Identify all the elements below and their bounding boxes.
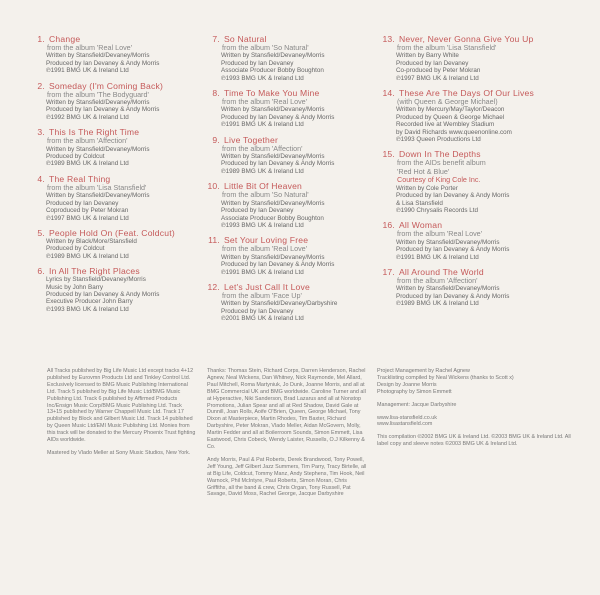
track-title: So Natural bbox=[224, 34, 267, 44]
track-credit-line: Lyrics by Stansfield/Devaney/Morris bbox=[46, 276, 146, 284]
track-album-source: from the album 'So Natural' bbox=[222, 190, 309, 200]
track-credit-line: Produced by Coldcut bbox=[46, 245, 105, 253]
track-number: 6. bbox=[37, 266, 45, 277]
track-credit-line: ℗1991 BMG UK & Ireland Ltd bbox=[221, 121, 304, 129]
track-credit-line: Produced by Ian Devaney & Andy Morris bbox=[221, 160, 335, 168]
track-item bbox=[380, 149, 580, 214]
track-credit-line: ℗1989 BMG UK & Ireland Ltd bbox=[396, 300, 479, 308]
publishing-notes bbox=[47, 368, 197, 463]
track-credit-line: Produced by Ian Devaney & Andy Morris bbox=[396, 246, 510, 254]
track-credit-line: Produced by Ian Devaney & Andy Morris bbox=[46, 59, 160, 67]
track-credit-line: Produced by Coldcut bbox=[46, 153, 105, 161]
thanks-text-1: Thanks: Thomas Stein, Richard Corps, Darren Henderson, Rachel Agnew, Neal Wickens, Dan Whitney, Nick Raymonde, Mel Allard, Paul Mitchell, Roma Martyniuk, Jo Dunk, Joanne Morris, and all at BMG Commercial UK and BMG worldwide. Caroline Turner and all at Hyperactive, Niki Sanderson, Brad Lazarus and all at Nonstop Promotions, Julian Spear and all at Red Shadow, David Gale at Dunnill, Joan Rolls, Aoife O'Brien, Queen, George Michael, Tony Dixon at Masterpiece, Martin Rhodes, Tim Baxter, Richard Darbyshire, Peter Mokran, Vlado Meller, Aidan McGovern, Molly, Martin Fedder and all at Boilerroom Sounds, Simon Emmett, Lisa Eastwood, Chris Cobeck, Wendy Laister, Russells, O.J Kilkenny & Co. bbox=[207, 368, 366, 450]
track-credit-line: Associate Producer Bobby Boughton bbox=[221, 214, 324, 222]
track-number: 5. bbox=[37, 227, 45, 238]
track-credit-line: Co-produced by Peter Mokran bbox=[396, 67, 481, 75]
track-credit-line: Written by Stansfield/Devaney/Darbyshire bbox=[221, 300, 338, 308]
track-credit-line: Produced by Ian Devaney bbox=[221, 59, 294, 67]
track-credit-line: Produced by Ian Devaney & Andy Morris bbox=[46, 290, 160, 298]
track-credit-line: & Lisa Stansfield bbox=[396, 199, 443, 207]
track-credit-line: ℗1989 BMG UK & Ireland Ltd bbox=[46, 160, 129, 168]
project-credits: Project Management by Rachel Agnew Tracklisting compiled by Neal Wickens (thanks to Scott x) Design by Joanne Morris Photography by Simon Emmett bbox=[377, 368, 514, 395]
track-title: Never, Never Gonna Give You Up bbox=[399, 34, 534, 44]
tracklist-column-2 bbox=[205, 34, 370, 329]
track-credit-line: Produced by Ian Devaney & Andy Morris bbox=[221, 261, 335, 269]
track-album-source: (with Queen & George Michael) bbox=[397, 97, 498, 107]
track-item bbox=[30, 174, 190, 222]
track-credit-line: Written by Stansfield/Devaney/Morris bbox=[46, 99, 150, 107]
track-credit-line: Executive Producer John Barry bbox=[46, 298, 133, 306]
tracklist-column-3 bbox=[380, 34, 580, 314]
track-number: 3. bbox=[37, 127, 45, 138]
track-number: 14. bbox=[382, 88, 395, 99]
track-credit-line: Coproduced by Peter Mokran bbox=[46, 207, 129, 215]
track-credit-line: Recorded live at Wembley Stadium bbox=[396, 121, 495, 129]
track-heading bbox=[30, 266, 190, 276]
track-album-source: from the album 'Real Love' bbox=[397, 229, 483, 239]
thanks-text-2: Andy Morris, Paul & Pat Roberts, Derek Brandwood, Tony Powell, Jeff Young, Jeff Gilbert Jazz Summers, Tim Parry, Tracy Birtelle, all at Big Life, Coldcut, Tommy Manz, Andy Stephens, Tim Hook, Neil Warnock, Phil McIntyre, Paul Roberts, Simon Moran, Chris Griffiths, all the band & crew, Chris Organ, Tony Russell, Pat Savage, David Moss, Rachel George, Jacque Darbyshire bbox=[207, 456, 367, 498]
track-credit-line: ℗1989 BMG UK & Ireland Ltd bbox=[221, 167, 304, 175]
track-item bbox=[30, 127, 190, 168]
track-credit-line: ℗1993 Queen Productions Ltd bbox=[396, 136, 481, 144]
track-number: 15. bbox=[382, 149, 395, 160]
publishing-text: All Tracks published by Big Life Music Ltd except tracks 4+12 published by Eurovmn Products Ltd and Tinkley Control Ltd. Exclusively licensed to BMG Music Publishing International Ltd. Track 5 published by Big Life Music Ltd/BMG Music Publishing Ltd. Track 6 published by Affirmed Products Inc/Ensign Music Corp/BMG Music Publishing Ltd. Track 13+15 published by Warner Chappell Music Ltd. Track 17 published by Block and Gilbert Music Ltd. Track 14 published by Queen Music Ltd/EMI Music Publishing Ltd. Monies from this track will be donated to the Mercury Phoenix Trust fighting AIDs worldwide. bbox=[47, 368, 196, 444]
track-number: 2. bbox=[37, 80, 45, 91]
track-title: Let's Just Call It Love bbox=[224, 281, 311, 292]
track-title: Set Your Loving Free bbox=[224, 235, 309, 246]
track-item bbox=[205, 135, 370, 176]
track-credit-line: Written by Stansfield/Devaney/Morris bbox=[221, 153, 325, 161]
track-number: 10. bbox=[207, 181, 220, 192]
track-credit-line: Produced by Ian Devaney bbox=[221, 307, 294, 315]
track-credit-line: Music by John Barry bbox=[46, 283, 104, 291]
track-item bbox=[205, 282, 370, 323]
track-credit-line: Produced by Ian Devaney & Andy Morris bbox=[46, 106, 160, 114]
track-title: The Real Thing bbox=[49, 173, 111, 184]
track-credit-line: Written by Barry White bbox=[396, 52, 459, 60]
track-credit-line: Written by Stansfield/Devaney/Morris bbox=[221, 199, 325, 207]
website-links: www.lisa-stansfield.co.uk www.lisastansfield.com bbox=[377, 414, 437, 428]
track-credit-line: ℗1997 BMG UK & Ireland Ltd bbox=[396, 74, 479, 82]
track-album-source: Courtesy of King Cole Inc. bbox=[397, 175, 481, 185]
track-title: Someday (I'm Coming Back) bbox=[49, 80, 164, 91]
track-credit-line: ℗1993 BMG UK & Ireland Ltd bbox=[221, 74, 304, 82]
track-item bbox=[205, 34, 370, 82]
track-number: 9. bbox=[212, 134, 220, 145]
track-credit-line: Produced by Ian Devaney & Andy Morris bbox=[396, 192, 510, 200]
track-credit-line: ℗1993 BMG UK & Ireland Ltd bbox=[221, 221, 304, 229]
track-item bbox=[30, 34, 190, 75]
track-credit-line: Written by Stansfield/Devaney/Morris bbox=[46, 192, 150, 200]
track-number: 16. bbox=[382, 220, 395, 231]
track-album-source: from the album 'So Natural' bbox=[222, 43, 309, 52]
track-credit-line: by David Richards www.queenonline.com bbox=[396, 128, 512, 136]
track-item bbox=[30, 228, 190, 260]
mastering-credit: Mastered by Vlado Meller at Sony Music Studios, New York. bbox=[47, 449, 191, 456]
track-number: 4. bbox=[37, 173, 45, 184]
track-credit-line: ℗1989 BMG UK & Ireland Ltd bbox=[46, 252, 129, 260]
track-credit-line: ℗1991 BMG UK & Ireland Ltd bbox=[46, 67, 129, 75]
management-credit: Management: Jacque Darbyshire bbox=[377, 401, 457, 408]
track-album-source: from the album 'Real Love' bbox=[47, 43, 133, 52]
track-title: Time To Make You Mine bbox=[224, 88, 320, 99]
track-title: People Hold On (Feat. Coldcut) bbox=[49, 227, 175, 238]
track-credit-line: ℗2001 BMG UK & Ireland Ltd bbox=[221, 315, 304, 323]
track-title: This Is The Right Time bbox=[49, 127, 140, 138]
track-item bbox=[380, 220, 580, 261]
track-item bbox=[380, 88, 580, 143]
track-credit-line: ℗1991 BMG UK & Ireland Ltd bbox=[221, 268, 304, 276]
track-credit-line: Written by Cole Porter bbox=[396, 184, 458, 192]
track-credit-line: Written by Stansfield/Devaney/Morris bbox=[221, 106, 325, 114]
track-album-source: from the album 'Affection' bbox=[47, 136, 128, 146]
track-item bbox=[380, 34, 580, 82]
track-title: Live Together bbox=[224, 134, 279, 145]
track-credit-line: ℗1991 BMG UK & Ireland Ltd bbox=[396, 253, 479, 261]
track-title: All Around The World bbox=[399, 266, 484, 277]
track-title: In All The Right Places bbox=[49, 266, 140, 277]
track-album-source: from the AIDs benefit album bbox=[397, 158, 486, 168]
track-title: All Woman bbox=[399, 220, 443, 231]
track-album-source: from the album 'Lisa Stansfield' bbox=[397, 43, 497, 52]
track-credit-line: Produced by Ian Devaney bbox=[221, 207, 294, 215]
track-credit-line: Written by Stansfield/Devaney/Morris bbox=[221, 253, 325, 261]
track-album-source: from the album 'Affection' bbox=[222, 143, 303, 153]
track-number: 17. bbox=[382, 266, 395, 277]
track-credit-line: Written by Stansfield/Devaney/Morris bbox=[396, 285, 500, 293]
track-credit-line: Produced by Queen & George Michael bbox=[396, 113, 505, 121]
track-credit-line: Written by Stansfield/Devaney/Morris bbox=[46, 52, 150, 60]
track-album-source: from the album 'Real Love' bbox=[222, 97, 308, 107]
track-credit-line: ℗1993 BMG UK & Ireland Ltd bbox=[46, 305, 129, 313]
track-credit-line: Produced by Ian Devaney & Andy Morris bbox=[221, 113, 335, 121]
track-credit-line: Produced by Ian Devaney bbox=[46, 199, 119, 207]
track-album-source: from the album 'Face Up' bbox=[222, 290, 302, 300]
track-credit-line: ℗1992 BMG UK & Ireland Ltd bbox=[46, 113, 129, 121]
track-title: These Are The Days Of Our Lives bbox=[399, 88, 535, 99]
track-item bbox=[30, 81, 190, 122]
track-number: 13. bbox=[382, 34, 395, 44]
track-album-source: from the album 'Affection' bbox=[397, 275, 478, 285]
track-credit-line: Written by Stansfield/Devaney/Morris bbox=[46, 145, 150, 153]
track-title: Little Bit Of Heaven bbox=[224, 181, 303, 192]
track-heading bbox=[30, 228, 190, 238]
track-credit-line: Written by Stansfield/Devaney/Morris bbox=[396, 238, 500, 246]
track-credit-line: Produced by Ian Devaney & Andy Morris bbox=[396, 292, 510, 300]
track-credit-line: ℗1990 Chrysalis Records Ltd bbox=[396, 206, 478, 214]
track-item bbox=[205, 235, 370, 276]
track-album-source: from the album 'Real Love' bbox=[222, 244, 308, 254]
track-number: 7. bbox=[212, 34, 220, 44]
track-credit-line: Written by Mercury/May/Taylor/Deacon bbox=[396, 106, 505, 114]
track-number: 12. bbox=[207, 281, 220, 292]
track-number: 8. bbox=[212, 88, 220, 99]
track-credit-line: Written by Black/More/Stansfield bbox=[46, 237, 137, 245]
copyright-notice: This compilation ℗2002 BMG UK & Ireland Ltd. ©2003 BMG UK & Ireland Ltd. All label copy and sleeve notes ©2003 BMG UK & Ireland Ltd. bbox=[377, 434, 571, 448]
track-title: Down In The Depths bbox=[399, 149, 481, 160]
track-album-source: from the album 'Lisa Stansfield' bbox=[47, 182, 147, 192]
production-notes bbox=[377, 368, 577, 454]
track-item bbox=[205, 181, 370, 229]
track-credit-line: ℗1997 BMG UK & Ireland Ltd bbox=[46, 214, 129, 222]
track-album-source: from the album 'The Bodyguard' bbox=[47, 89, 149, 99]
tracklist-column-1 bbox=[30, 34, 190, 319]
thanks-notes bbox=[207, 368, 367, 504]
track-credit-line: Associate Producer Bobby Boughton bbox=[221, 67, 324, 75]
track-number: 1. bbox=[37, 34, 45, 44]
track-item bbox=[30, 266, 190, 313]
track-album-source: 'Red Hot & Blue' bbox=[397, 166, 450, 176]
track-item bbox=[380, 267, 580, 308]
track-credit-line: Produced by Ian Devaney bbox=[396, 59, 469, 67]
track-item bbox=[205, 88, 370, 129]
track-title: Change bbox=[49, 34, 81, 44]
track-credit-line: Written by Stansfield/Devaney/Morris bbox=[221, 52, 325, 60]
track-number: 11. bbox=[208, 235, 220, 246]
